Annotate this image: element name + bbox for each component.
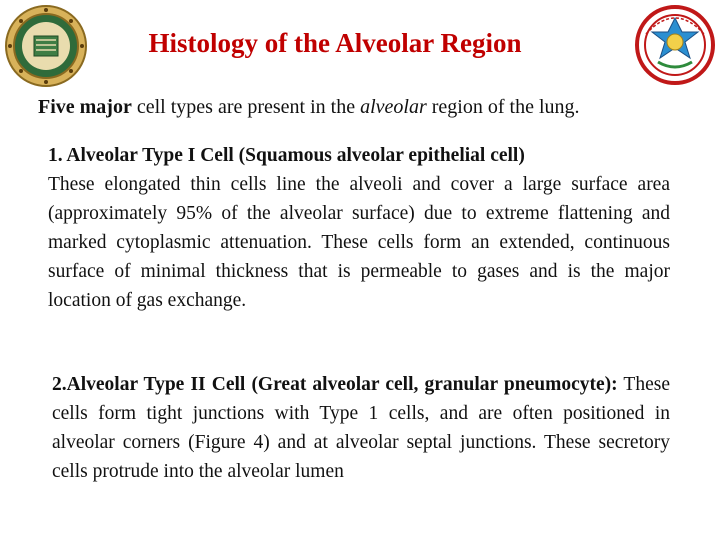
intro-text-2: region of the lung. (426, 96, 580, 118)
section-type-2-heading: 2.Alveolar Type II Cell (Great alveolar cell, granular pneumocyte): (52, 374, 618, 395)
section-type-2-body: These cells form tight junctions with Type 1 cells, and are often positioned in alveolar corners (Figure 4) and at alveolar septal junctions. These secretory cells protrude into the alveolar lumen (52, 374, 670, 482)
section-type-2 (52, 370, 670, 486)
page-title: Histology of the Alveolar Region (148, 28, 522, 58)
section-type-1-body: These elongated thin cells line the alveoli and cover a large surface area (approximately 95% of the alveolar surface) due to extreme flattening and marked cytoplasmic attenuation. These cells form an extended, continuous surface of minimal thickness that is permeable to gases and is the major location of gas exchange. (48, 174, 670, 311)
intro-bold: Five major (38, 96, 132, 118)
intro-text-1: cell types are present in the (131, 96, 361, 118)
section-type-1 (48, 141, 670, 315)
section-type-1-heading: 1. Alveolar Type I Cell (Squamous alveolar epithelial cell) (48, 145, 525, 166)
intro-sentence (38, 94, 698, 120)
intro-italic: alveolar (360, 96, 427, 118)
